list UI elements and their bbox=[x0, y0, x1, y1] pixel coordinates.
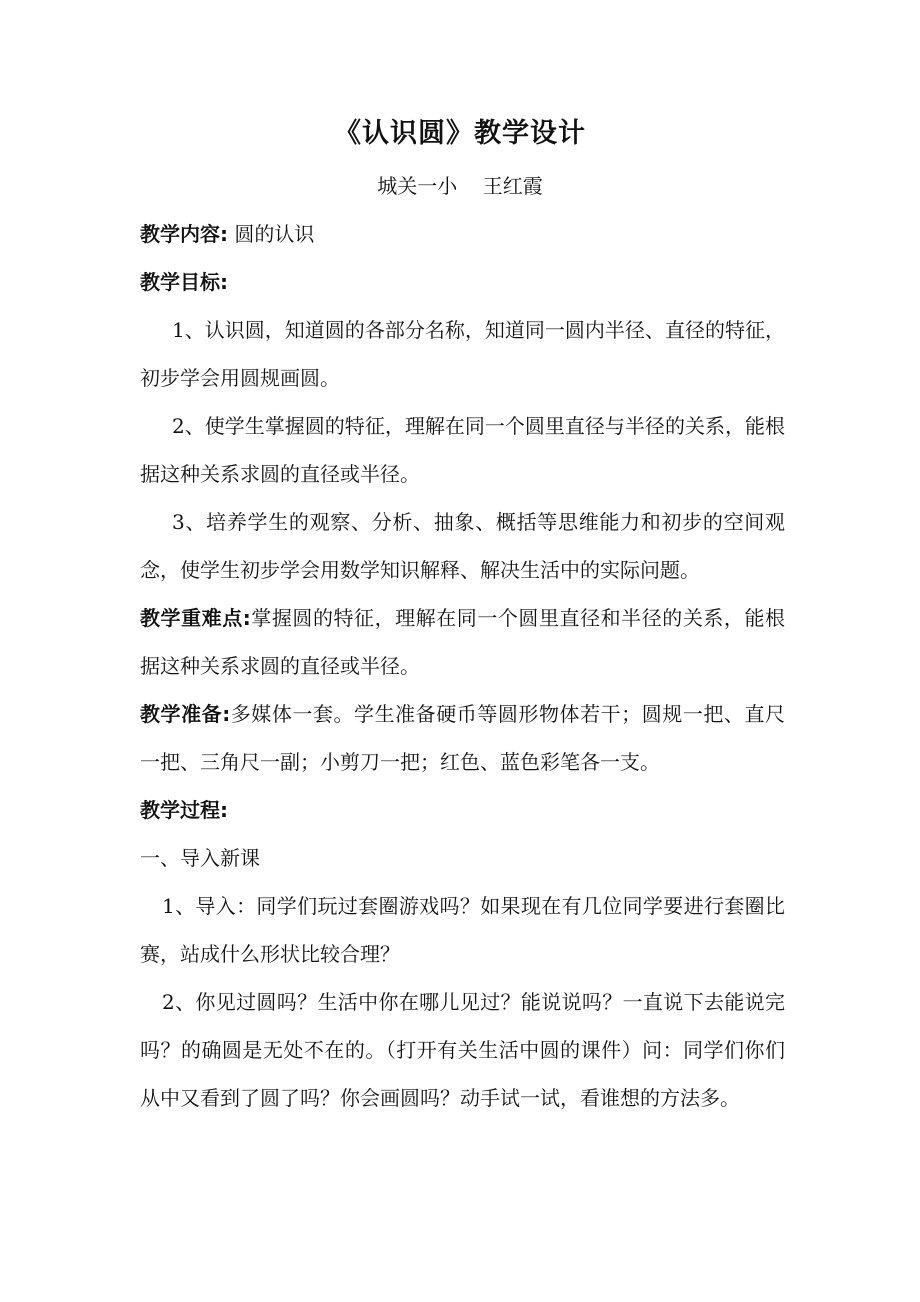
goal-3: 3、培养学生的观察、分析、抽象、概括等思维能力和初步的空间观念，使学生初步学会用数学知识解释、解决生活中的实际问题。 bbox=[140, 510, 785, 582]
key-points-label: 教学重难点: bbox=[140, 606, 251, 630]
teaching-preparation-value: 多媒体一套。学生准备硬币等圆形物体若干；圆规一把、直尺一把、三角尺一副；小剪刀一把；红色、蓝色彩笔各一支。 bbox=[140, 702, 786, 774]
teaching-content-value: 圆的认识 bbox=[228, 222, 315, 246]
step-2: 2、你见过圆吗？生活中你在哪儿见过？能说说吗？一直说下去能说完吗？的确圆是无处不在的。（打开有关生活中圆的课件）问：同学们你们从中又看到了圆了吗？你会画圆吗？动手试一试，看谁想的方法多。 bbox=[140, 990, 785, 1110]
goal-2: 2、使学生掌握圆的特征，理解在同一个圆里直径与半径的关系，能根据这种关系求圆的直径或半径。 bbox=[140, 414, 785, 486]
section-1-heading: 一、导入新课 bbox=[140, 846, 260, 870]
goal-1: 1、认识圆，知道圆的各部分名称，知道同一圆内半径、直径的特征，初步学会用圆规画圆。 bbox=[140, 318, 785, 390]
teaching-preparation-label: 教学准备: bbox=[140, 702, 231, 726]
step-1: 1、导入：同学们玩过套圈游戏吗？如果现在有几位同学要进行套圈比赛，站成什么形状比较合理？ bbox=[140, 894, 785, 966]
teaching-content bbox=[140, 210, 785, 258]
teaching-content-label: 教学内容: bbox=[140, 222, 228, 246]
teaching-preparation bbox=[140, 690, 785, 786]
author-line: 城关一小 王红霞 bbox=[377, 174, 543, 198]
teaching-goals-label: 教学目标: bbox=[140, 270, 228, 294]
document-title: 《认识圆》教学设计 bbox=[334, 118, 586, 149]
teaching-process-label: 教学过程: bbox=[140, 798, 228, 822]
key-points-value: 掌握圆的特征，理解在同一个圆里直径和半径的关系，能根据这种关系求圆的直径或半径。 bbox=[140, 606, 786, 678]
teaching-goals-heading bbox=[140, 258, 785, 306]
teaching-process-heading bbox=[140, 786, 785, 834]
key-points bbox=[140, 594, 785, 690]
